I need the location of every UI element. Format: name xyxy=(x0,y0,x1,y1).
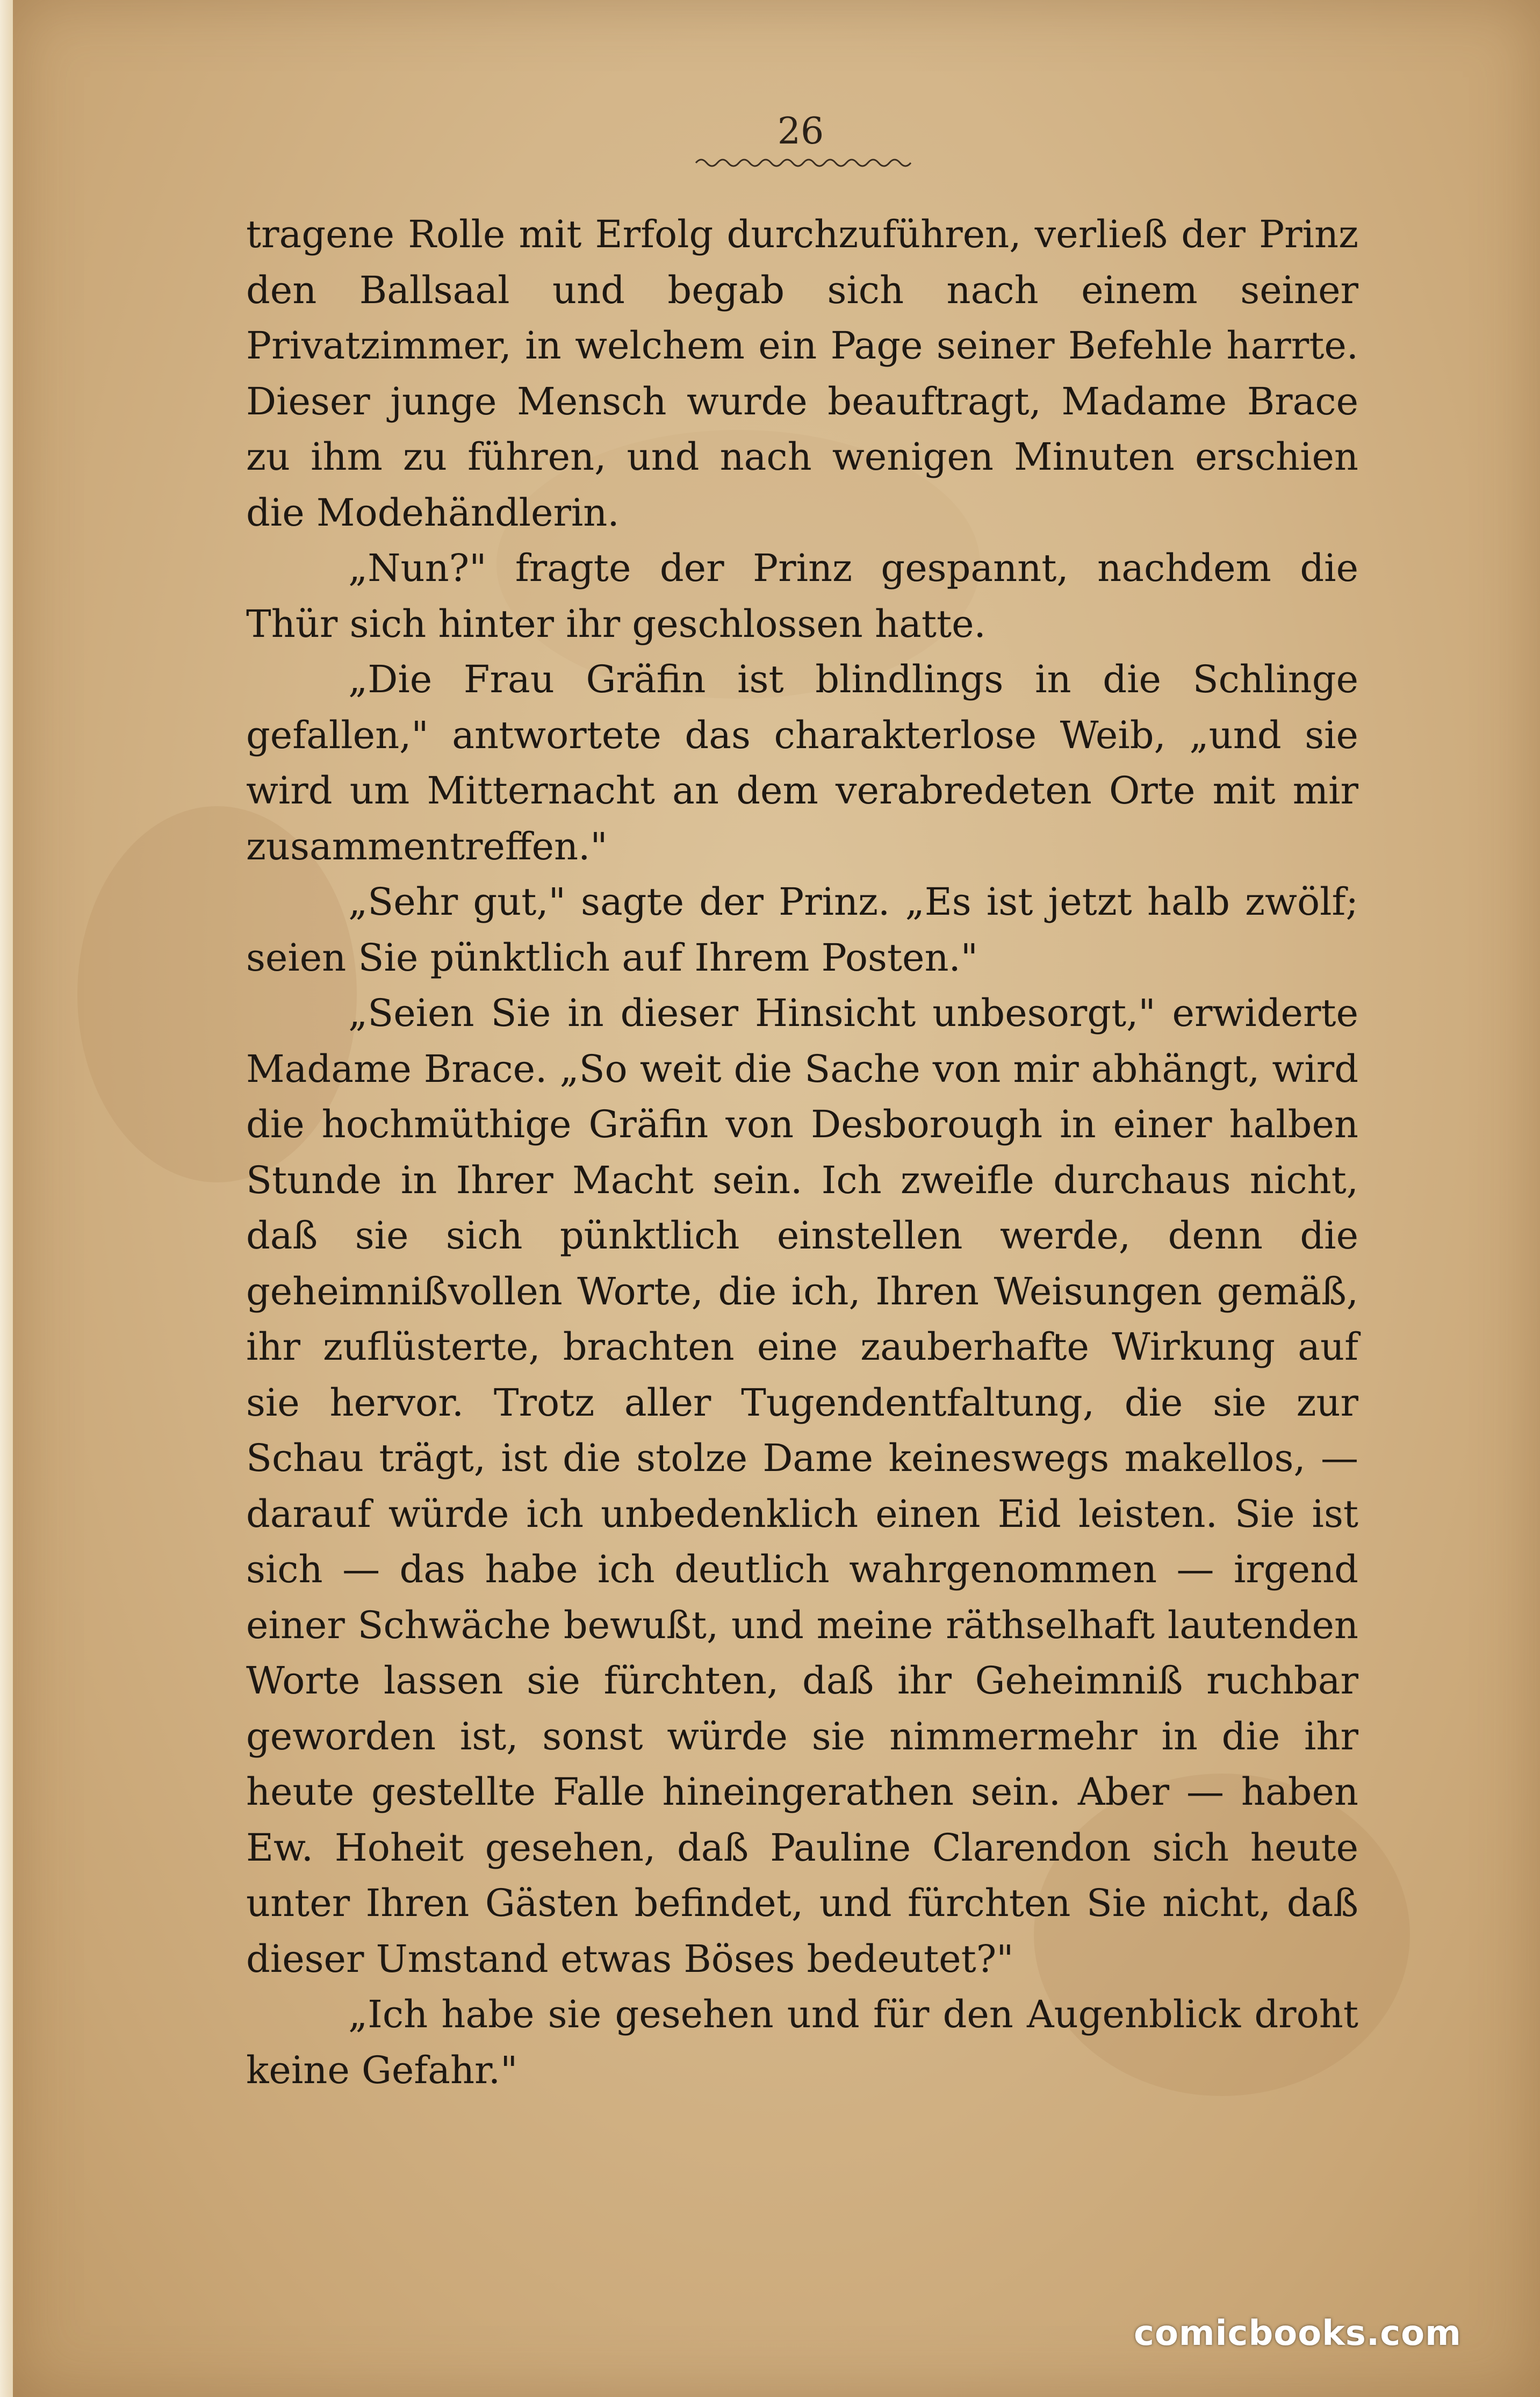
ornament-rule xyxy=(693,153,919,169)
paragraph: „Nun?" fragte der Prinz gespannt, nachdem die Thür sich hinter ihr geschlossen hatte. xyxy=(246,546,1358,646)
paragraph: tragene Rolle mit Erfolg durchzuführen, verließ der Prinz den Ballsaal und begab sich nach einem seiner Privatzimmer, in welchem ein Page seiner Befehle harrte. Dieser junge Mensch wurde beauftragt, Madame Brace zu ihm zu führen, und nach wenigen Minuten erschien die Modehändlerin. xyxy=(246,212,1358,535)
watermark: comicbooks.com xyxy=(1134,2314,1462,2353)
body-text xyxy=(246,207,1358,2098)
paragraph: „Sehr gut," sagte der Prinz. „Es ist jetzt halb zwölf; seien Sie pünktlich auf Ihrem Posten." xyxy=(246,880,1358,980)
page-edge xyxy=(0,0,13,2397)
paragraph: „Seien Sie in dieser Hinsicht unbesorgt," erwiderte Madame Brace. „So weit die Sache von mir abhängt, wird die hochmüthige Gräfin von Desborough in einer halben Stunde in Ihrer Macht sein. Ich zweifle durchaus nicht, daß sie sich pünktlich einstellen werde, denn die geheimnißvollen Worte, die ich, Ihren Weisungen gemäß, ihr zuflüsterte, brachten eine zauberhafte Wirkung auf sie hervor. Trotz aller Tugendentfaltung, die sie zur Schau trägt, ist die stolze Dame keineswegs makellos, — darauf würde ich unbedenklich einen Eid leisten. Sie ist sich — das habe ich deutlich wahrgenommen — irgend einer Schwäche bewußt, und meine räthselhaft lautenden Worte lassen sie fürchten, daß ihr Geheimniß ruchbar geworden ist, sonst würde sie nimmermehr in die ihr heute gestellte Falle hineingerathen sein. Aber — haben Ew. Hoheit gesehen, daß Pauline Clarendon sich heute unter Ihren Gästen befindet, und fürchten Sie nicht, daß dieser Umstand etwas Böses bedeutet?" xyxy=(246,991,1358,1981)
paragraph: „Ich habe sie gesehen und für den Augenblick droht keine Gefahr." xyxy=(246,1992,1358,2092)
page-number: 26 xyxy=(777,110,824,153)
paragraph: „Die Frau Gräfin ist blindlings in die Schlinge gefallen," antwortete das charakterlose Weib, „und sie wird um Mitternacht an dem verabredeten Orte mit mir zusammentreffen." xyxy=(246,657,1358,869)
